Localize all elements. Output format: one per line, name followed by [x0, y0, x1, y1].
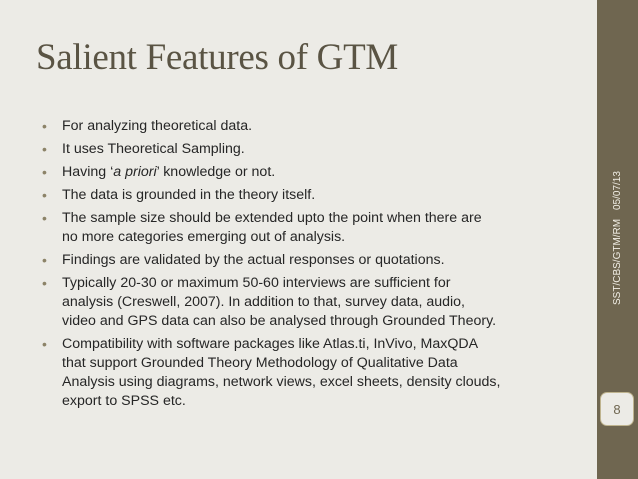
bullet-text-line: Compatibility with software packages like Atlas.ti, InVivo, MaxQDA: [62, 336, 479, 352]
bullet-text-line: no more categories emerging out of analysis.: [62, 229, 346, 245]
bullet-text-line: analysis (Creswell, 2007). In addition to that, survey data, audio,: [62, 294, 465, 310]
bullet-item: [42, 163, 582, 182]
bullet-text-line: video and GPS data can also be analysed through Grounded Theory.: [62, 313, 497, 329]
bullet-item: [42, 186, 582, 205]
bullet-item: [42, 209, 582, 247]
page-number-badge: [600, 392, 634, 426]
bullet-text: [62, 163, 582, 182]
bullet-item: [42, 274, 582, 331]
bullet-item: [42, 140, 582, 159]
slide-title: Salient Features of GTM: [36, 37, 398, 78]
bullet-text: It uses Theoretical Sampling.: [62, 141, 245, 157]
bullet-text-part: ’ knowledge or not.: [156, 164, 276, 180]
bullet-text-line: that support Grounded Theory Methodology of Qualitative Data: [62, 355, 458, 371]
bullet-text: Findings are validated by the actual responses or quotations.: [62, 252, 445, 268]
bullet-text-line: The sample size should be extended upto the point when there are: [62, 210, 482, 226]
bullet-text-line: Typically 20-30 or maximum 50-60 interviews are sufficient for: [62, 275, 451, 291]
bullet-item: [42, 117, 582, 136]
bullet-icon: •: [42, 141, 47, 157]
slide-date: 05/07/13: [612, 171, 623, 210]
bullet-item: [42, 251, 582, 270]
bullet-list: [42, 117, 582, 415]
bullet-text: For analyzing theoretical data.: [62, 118, 253, 134]
bullet-text-part: Having ‘: [62, 164, 114, 180]
bullet-icon: •: [42, 164, 47, 180]
slide-footer: SST/CBS/GTM/RM: [612, 218, 623, 305]
bullet-icon: •: [42, 187, 47, 203]
bullet-text-line: Analysis using diagrams, network views, excel sheets, density clouds,: [62, 374, 501, 390]
bullet-text: The data is grounded in the theory itself.: [62, 187, 316, 203]
bullet-icon: •: [42, 252, 47, 268]
bullet-icon: •: [42, 336, 47, 352]
bullet-icon: •: [42, 210, 47, 226]
page-number: 8: [613, 401, 621, 417]
bullet-item: [42, 335, 582, 411]
bullet-text-line: export to SPSS etc.: [62, 393, 186, 409]
bullet-icon: •: [42, 118, 47, 134]
bullet-emphasis: a priori: [113, 164, 157, 180]
bullet-icon: •: [42, 275, 47, 291]
